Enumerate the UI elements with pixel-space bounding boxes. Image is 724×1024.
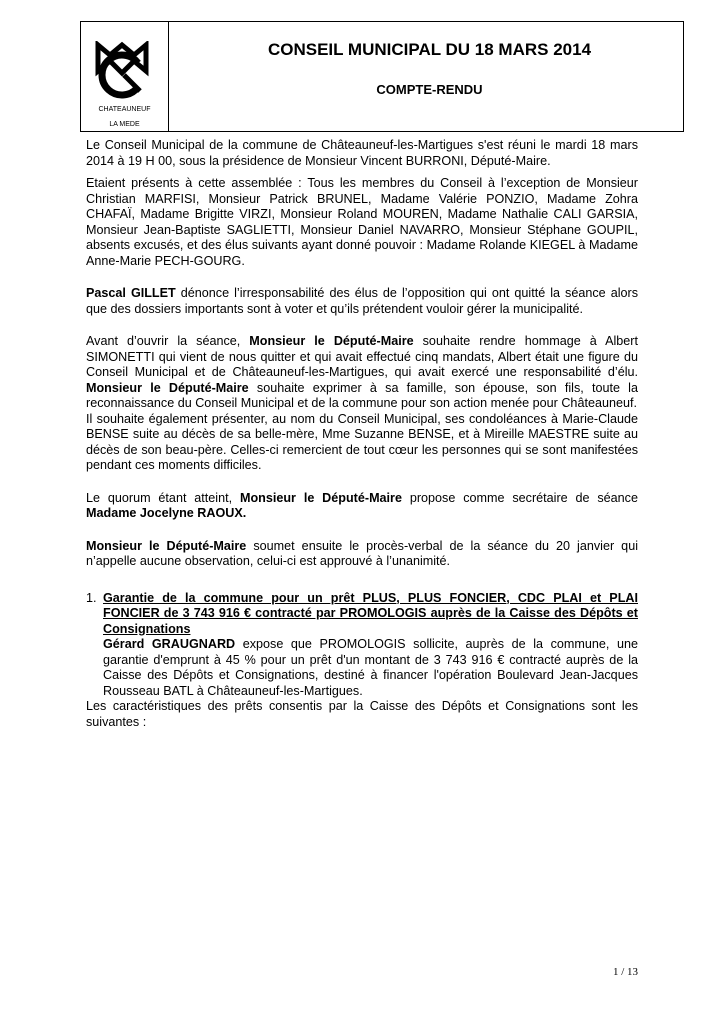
- document-body: [86, 138, 638, 737]
- agenda-item-text: [103, 637, 638, 699]
- paragraph-text: souhaite exprimer à sa famille, son épouse, son fils, toute la reconnaissance du Conseil Municipal et de la commune pour son action menée pour Châteauneuf.: [86, 380, 638, 410]
- paragraph-text: souhaite rendre hommage à Albert SIMONETTI qui vient de nous quitter et qui avait effectué cinq mandats, Albert était une figure du Conseil Municipal et de Châteauneuf-les-Martigues, qui avait exercé une responsabilité d’élu.: [86, 334, 638, 379]
- speaker-name: Gérard GRAUGNARD: [103, 637, 236, 651]
- paragraph-text: soumet ensuite le procès-verbal de la séance du 20 janvier qui n’appelle aucune observation, celui-ci est approuvé à l’unanimité.: [86, 538, 638, 568]
- paragraph-opening: Le Conseil Municipal de la commune de Châteauneuf-les-Martigues s'est réuni le mardi 18 mars 2014 à 19 H 00, sous la présidence de Monsieur Vincent BURRONI, Député-Maire.: [86, 138, 638, 168]
- paragraph-text: Le quorum étant atteint,: [86, 490, 240, 505]
- paragraph-text: Avant d’ouvrir la séance,: [86, 334, 250, 348]
- page-subtitle: COMPTE-RENDU: [376, 82, 483, 97]
- paragraph-quorum: [86, 491, 638, 522]
- logo-text-bottom: LA MEDE: [109, 121, 140, 128]
- paragraph-text: expose que PROMOLOGIS sollicite, auprès de la commune, une garantie d'emprunt à 45 % pour un prêt d'un montant de 3 743 916 € contracté auprès de la Caisse des Dépôts et Consignations, destiné à financer l'opération Boulevard Jean-Jacques Rousseau BATL à Châteauneuf-les-Martigues.: [103, 637, 638, 698]
- speaker-name: Monsieur le Député-Maire: [86, 538, 247, 553]
- page-number: 1 / 13: [612, 966, 638, 978]
- agenda-item-content: [103, 591, 638, 700]
- speaker-name: Pascal GILLET: [86, 286, 176, 300]
- speaker-name: Monsieur le Député-Maire: [249, 334, 414, 348]
- paragraph-text: dénonce l’irresponsabilité des élus de l’opposition qui ont quitté la séance alors que des dossiers importants sont à voter et qu’ils prétendent vouloir gérer la municipalité.: [86, 286, 639, 316]
- city-logo-icon: [94, 41, 154, 101]
- paragraph-attendance: Etaient présents à cette assemblée : Tous les membres du Conseil à l’exception de Monsieur Christian MARFISI, Monsieur Patrick BRUNEL, Madame Valérie PONZIO, Madame Zohra CHAFAÏ, Madame Brigitte VIRZI, Monsieur Roland MOUREN, Madame Nathalie CALI GARSIA, Monsieur Jean-Baptiste SAGLIETTI, Monsieur Daniel NAVARRO, Monsieur Stéphane GOUPIL, absents excusés, et des élus suivants ayant donné pouvoir : Madame Rolande KIEGEL à Madame Anne-Marie PECH-GOURG.: [86, 176, 638, 268]
- agenda-item-number: 1.: [86, 590, 97, 605]
- page-title: CONSEIL MUNICIPAL DU 18 MARS 2014: [267, 40, 592, 59]
- document-header: [80, 21, 684, 132]
- paragraph-text: propose comme secrétaire de séance: [401, 490, 638, 505]
- secretary-name: Madame Jocelyne RAOUX.: [86, 506, 247, 520]
- speaker-name: Monsieur le Député-Maire: [86, 380, 249, 395]
- agenda-item-title: Garantie de la commune pour un prêt PLUS, PLUS FONCIER, CDC PLAI et PLAI FONCIER de 3 743 916 € contracté par PROMOLOGIS auprès de la Caisse des Dépôts et Consignations: [103, 590, 638, 636]
- logo-cell: [81, 22, 169, 131]
- paragraph-minutes: [86, 539, 638, 570]
- paragraph-gillet: [86, 286, 638, 317]
- paragraph-loan-characteristics: Les caractéristiques des prêts consentis par la Caisse des Dépôts et Consignations sont les suivantes :: [86, 699, 638, 729]
- paragraph-condolences: Il souhaite également présenter, au nom du Conseil Municipal, ses condoléances à Marie-Claude BENSE suite au décès de sa belle-mère, Mme Suzanne BENSE, et à Mireille MAESTRE suite au décès de son beau-père. Celles-ci remercient de tout cœur les personnes qui se sont manifestées pendant ces moments difficiles.: [86, 411, 638, 472]
- logo-text-top: CHATEAUNEUF: [98, 106, 151, 113]
- paragraph-homage: [86, 334, 638, 412]
- speaker-name: Monsieur le Député-Maire: [239, 490, 402, 505]
- agenda-item-1: [86, 591, 638, 700]
